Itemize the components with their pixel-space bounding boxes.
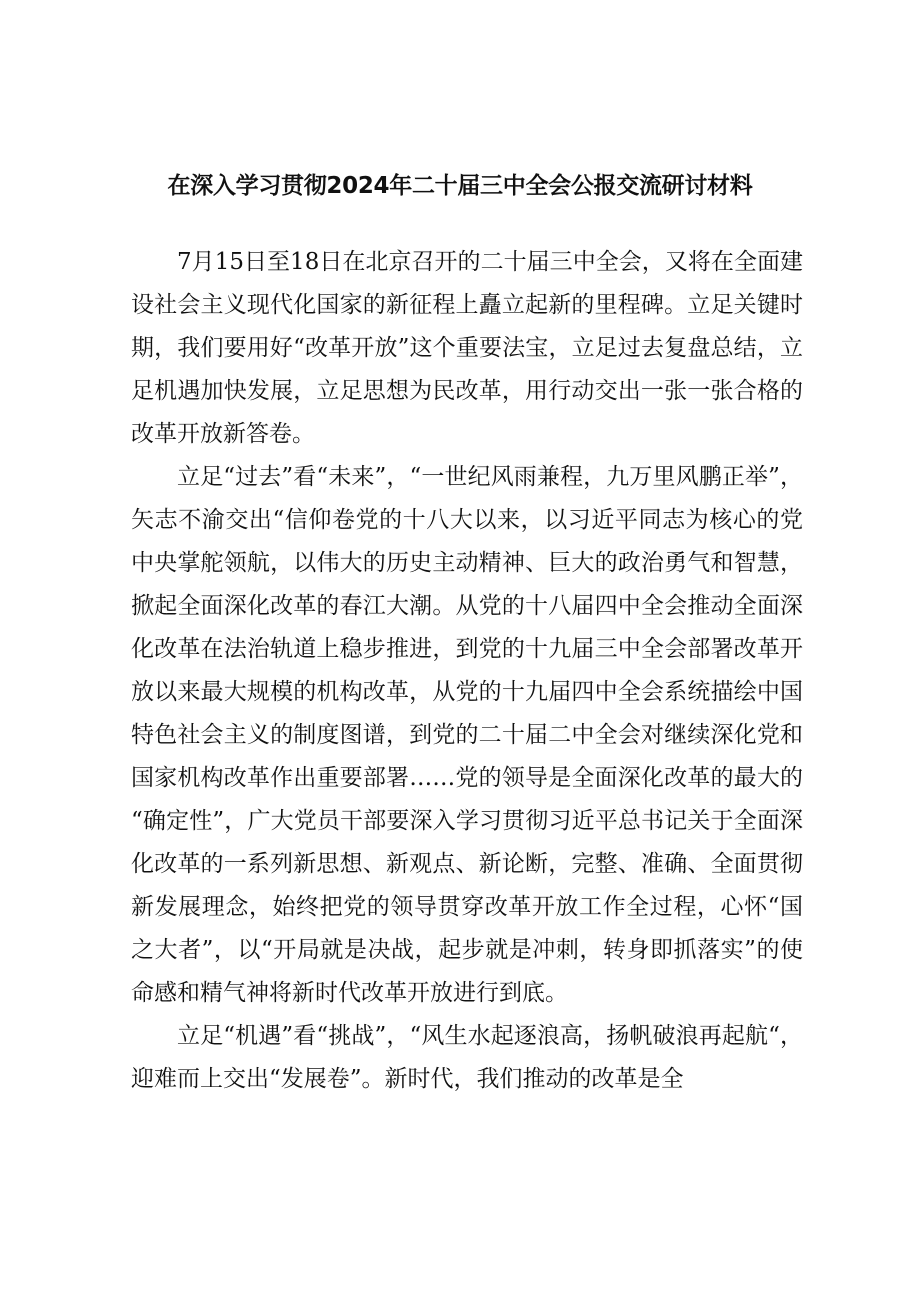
paragraph-3: 立足“机遇”看“挑战”，“风生水起逐浪高，扬帆破浪再起航“，迎难而上交出“发展卷”。新时代，我们推动的改革是全 xyxy=(131,1023,803,1092)
document-title: 在深入学习贯彻2024年二十届三中全会公报交流研讨材料 xyxy=(167,173,753,199)
paragraph-2: 立足“过去”看“未来”，“一世纪风雨兼程，九万里风鹏正举”，矢志不渝交出“信仰卷党的十八大以来，以习近平同志为核心的党中央掌舵领航，以伟大的历史主动精神、巨大的政治勇气和智慧，掀起全面深化改革的春江大潮。从党的十八届四中全会推动全面深化改革在法治轨道上稳步推进，到党的十九届三中全会部署改革开放以来最大规模的机构改革，从党的十九届四中全会系统描绘中国特色社会主义的制度图谱，到党的二十届二中全会对继续深化党和国家机构改革作出重要部署……党的领导是全面深化改革的最大的“确定性”，广大党员干部要深入学习贯彻习近平总书记关于全面深化改革的一系列新思想、新观点、新论断，完整、准确、全面贯彻新发展理念，始终把党的领导贯穿改革开放工作全过程，心怀“国之大者”，以“开局就是决战，起步就是冲刺，转身即抓落实”的使命感和精气神将新时代改革开放进行到底。 xyxy=(131,464,803,1006)
document-body xyxy=(131,241,803,1101)
paragraph-1: 7月15日至18日在北京召开的二十届三中全会，又将在全面建设社会主义现代化国家的新征程上矗立起新的里程碑。立足关键时期，我们要用好“改革开放”这个重要法宝，立足过去复盘总结，立足机遇加快发展，立足思想为民改革，用行动交出一张一张合格的改革开放新答卷。 xyxy=(131,249,803,447)
